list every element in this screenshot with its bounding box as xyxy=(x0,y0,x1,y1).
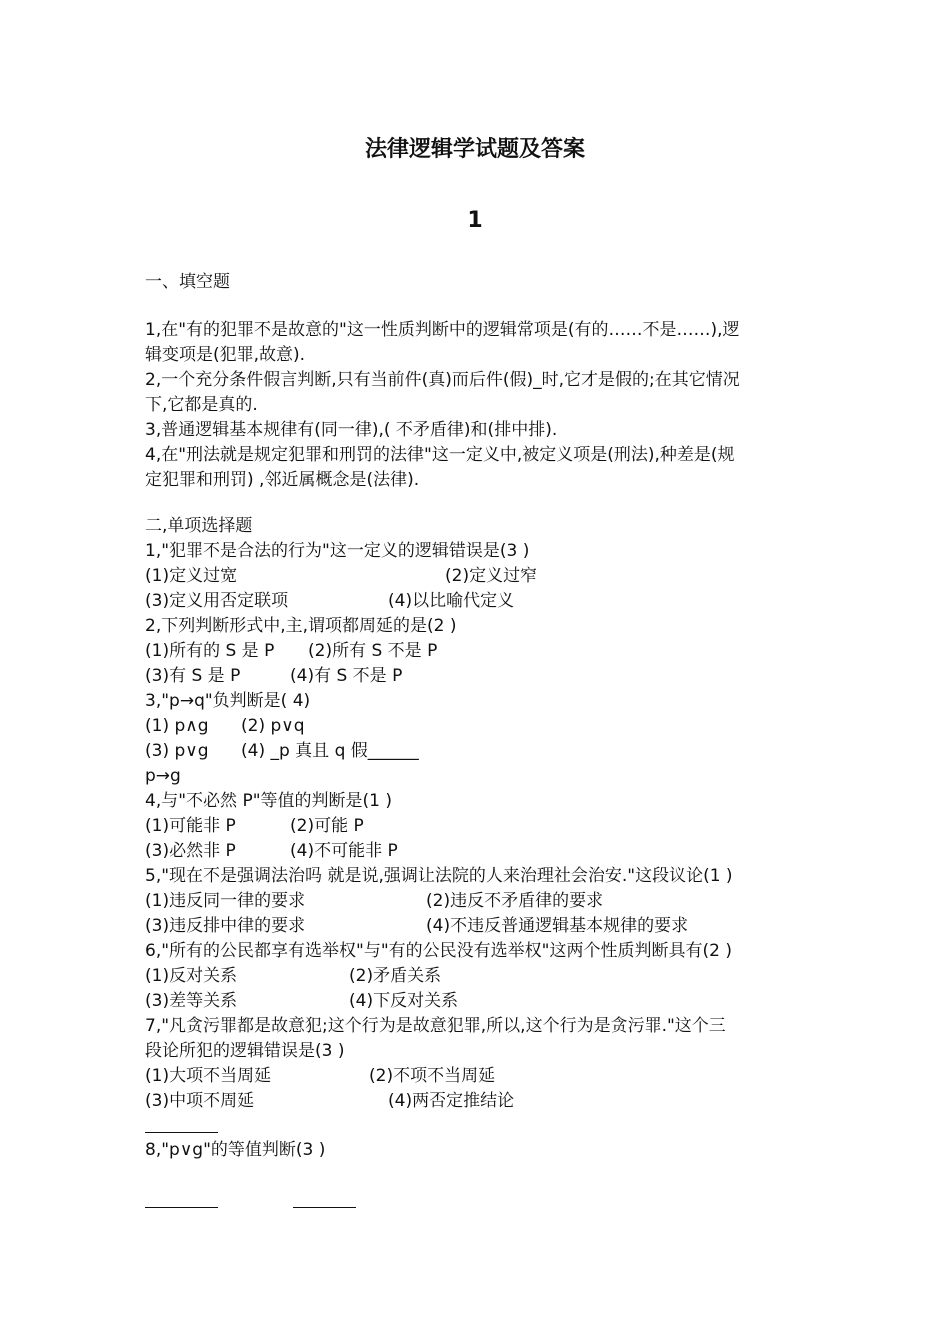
choice-q3-option1: (1) p∧g xyxy=(145,716,209,736)
choice-q7-option3: (3)中项不周延 xyxy=(145,1091,255,1111)
choice-q5: 5,"现在不是强调法治吗 就是说,强调让法院的人来治理社会治安."这段议论(1 ) xyxy=(145,866,733,886)
section-heading-fill-in: 一、填空题 xyxy=(145,272,230,292)
section-heading-single-choice: 二,单项选择题 xyxy=(145,516,253,536)
choice-q6: 6,"所有的公民都享有选举权"与"有的公民没有选举权"这两个性质判断具有(2 ) xyxy=(145,941,732,961)
choice-q3-option4: (4) _p 真且 q 假______ xyxy=(241,741,419,761)
choice-q6-option1: (1)反对关系 xyxy=(145,966,238,986)
choice-q5-option4: (4)不违反普通逻辑基本规律的要求 xyxy=(426,916,689,936)
choice-q3-option3: (3) p∨g xyxy=(145,741,209,761)
choice-q4-option1: (1)可能非 P xyxy=(145,816,236,836)
choice-q7-line2: 段论所犯的逻辑错误是(3 ) xyxy=(145,1041,345,1061)
choice-q4-option3: (3)必然非 P xyxy=(145,841,236,861)
choice-q1-option4: (4)以比喻代定义 xyxy=(388,591,515,611)
fill-q3: 3,普通逻辑基本规律有(同一律),( 不矛盾律)和(排中排). xyxy=(145,420,558,440)
choice-q7-option1: (1)大项不当周延 xyxy=(145,1066,272,1086)
fill-q4-line1: 4,在"刑法就是规定犯罪和刑罚的法律"这一定义中,被定义项是(刑法),种差是(规 xyxy=(145,445,735,465)
fill-q2-line1: 2,一个充分条件假言判断,只有当前件(真)而后件(假)_时,它才是假的;在其它情况 xyxy=(145,370,740,390)
choice-q7-option2: (2)不项不当周延 xyxy=(369,1066,496,1086)
choice-q7-option4: (4)两否定推结论 xyxy=(388,1091,515,1111)
choice-q7-line1: 7,"凡贪污罪都是故意犯;这个行为是故意犯罪,所以,这个行为是贪污罪."这个三 xyxy=(145,1016,726,1036)
choice-q6-option2: (2)矛盾关系 xyxy=(349,966,442,986)
choice-q5-option3: (3)违反排中律的要求 xyxy=(145,916,306,936)
fill-q1-line1: 1,在"有的犯罪不是故意的"这一性质判断中的逻辑常项是(有的……不是……),逻 xyxy=(145,320,740,340)
choice-q3: 3,"p→q"负判断是( 4) xyxy=(145,691,311,711)
choice-q6-option4: (4)下反对关系 xyxy=(349,991,459,1011)
choice-q1-option1: (1)定义过宽 xyxy=(145,566,238,586)
document-title: 法律逻辑学试题及答案 xyxy=(364,137,585,162)
choice-q4-option2: (2)可能 P xyxy=(290,816,364,836)
choice-q6-option3: (3)差等关系 xyxy=(145,991,238,1011)
choice-q3-option4-continued: p→g xyxy=(145,766,181,786)
choice-q2-option4: (4)有 S 不是 P xyxy=(290,666,403,686)
choice-q4: 4,与"不必然 P"等值的判断是(1 ) xyxy=(145,791,392,811)
fill-q1-line2: 辑变项是(犯罪,故意). xyxy=(145,345,306,365)
fill-q4-line2: 定犯罪和刑罚) ,邻近属概念是(法律). xyxy=(145,470,420,490)
choice-q2-option3: (3)有 S 是 P xyxy=(145,666,241,686)
choice-q4-option4: (4)不可能非 P xyxy=(290,841,398,861)
choice-q1-option3: (3)定义用否定联项 xyxy=(145,591,289,611)
choice-q1-option2: (2)定义过窄 xyxy=(445,566,538,586)
choice-q5-option2: (2)违反不矛盾律的要求 xyxy=(426,891,604,911)
choice-q2: 2,下列判断形式中,主,谓项都周延的是(2 ) xyxy=(145,616,457,636)
choice-q5-option1: (1)违反同一律的要求 xyxy=(145,891,306,911)
fill-q2-line2: 下,它都是真的. xyxy=(145,395,258,415)
blank-line xyxy=(145,1132,218,1133)
choice-q3-option2: (2) p∨q xyxy=(241,716,305,736)
section-number: 1 xyxy=(467,208,483,233)
choice-q2-option1: (1)所有的 S 是 P xyxy=(145,641,275,661)
choice-q1: 1,"犯罪不是合法的行为"这一定义的逻辑错误是(3 ) xyxy=(145,541,530,561)
blank-line xyxy=(145,1207,218,1208)
choice-q2-option2: (2)所有 S 不是 P xyxy=(308,641,438,661)
blank-line xyxy=(293,1207,356,1208)
choice-q8: 8,"p∨g"的等值判断(3 ) xyxy=(145,1140,326,1160)
